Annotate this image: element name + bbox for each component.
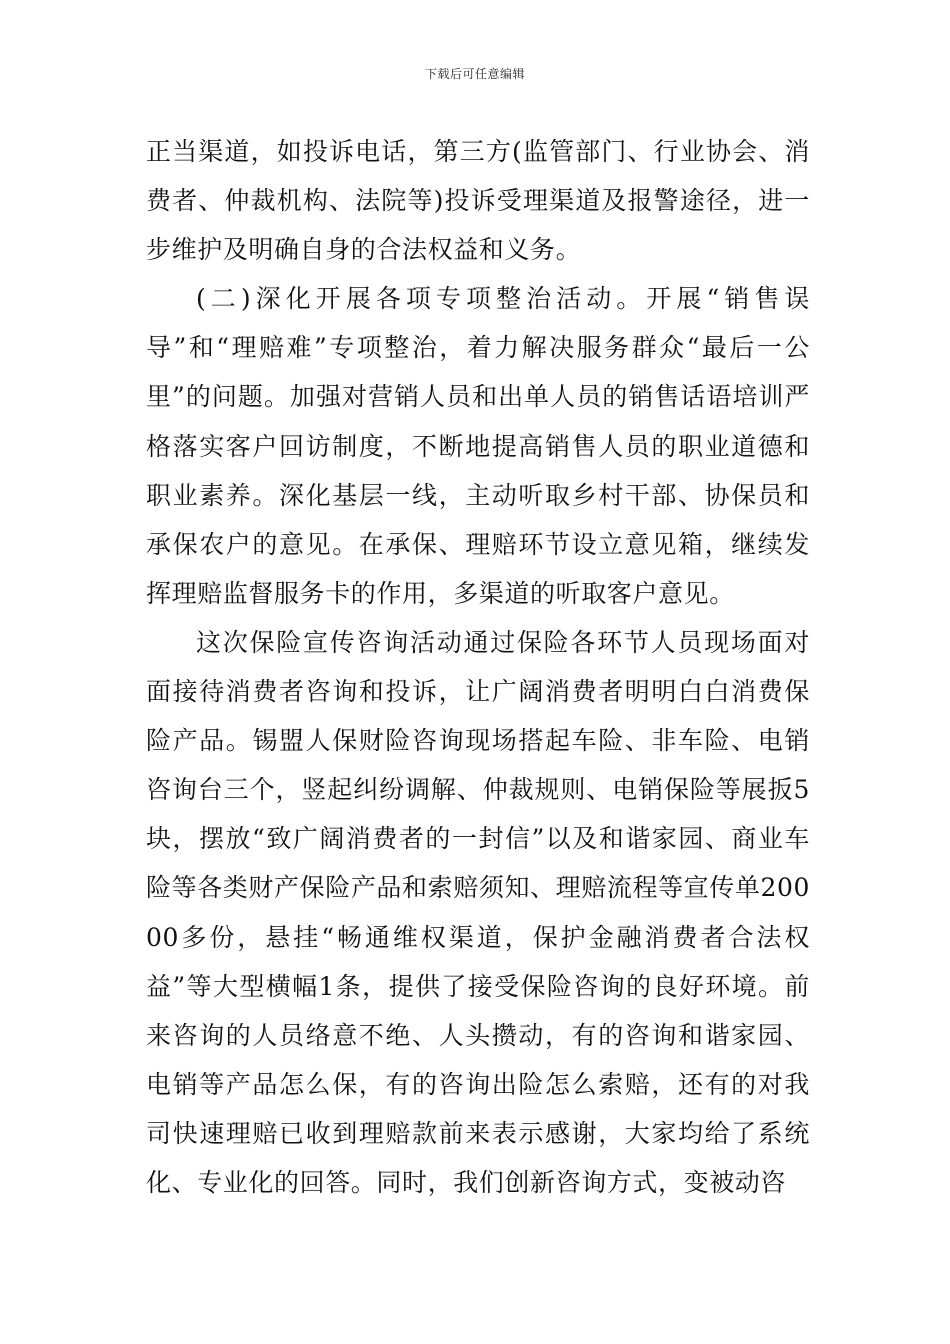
document-body [146, 127, 810, 1207]
paragraph-continuation: 正当渠道，如投诉电话，第三方(监管部门、行业协会、消费者、仲裁机构、法院等)投诉受理渠道及报警途径，进一步维护及明确自身的合法权益和义务。 [146, 137, 810, 265]
paragraph-publicity-consultation: 这次保险宣传咨询活动通过保险各环节人员现场面对面接待消费者咨询和投诉，让广阔消费者明明白白消费保险产品。锡盟人保财险咨询现场搭起车险、非车险、电销咨询台三个，竖起纠纷调解、仲裁规则、电销保险等展扳5块，摆放“致广阔消费者的一封信”以及和谐家园、商业车险等各类财产保险产品和索赔须知、理赔流程等宣传单20000多份，悬挂“畅通维权渠道，保护金融消费者合法权益”等大型横幅1条，提供了接受保险咨询的良好环境。前来咨询的人员络意不绝、人头攒动，有的咨询和谐家园、电销等产品怎么保，有的咨询出险怎么索赔，还有的对我司快速理赔已收到理赔款前来表示感谢，大家均给了系统化、专业化的回答。同时，我们创新咨询方式，变被动咨 [146, 627, 810, 1197]
header-note: 下载后可任意编辑 [424, 67, 525, 81]
paragraph-rectification-activities: (二)深化开展各项专项整治活动。开展“销售误导”和“理赔难”专项整治，着力解决服务群众“最后一公里”的问题。加强对营销人员和出单人员的销售话语培训严格落实客户回访制度，不断地提高销售人员的职业道德和职业素养。深化基层一线，主动听取乡村干部、协保员和承保农户的意见。在承保、理赔环节设立意见箱，继续发挥理赔监督服务卡的作用，多渠道的听取客户意见。 [146, 284, 810, 608]
